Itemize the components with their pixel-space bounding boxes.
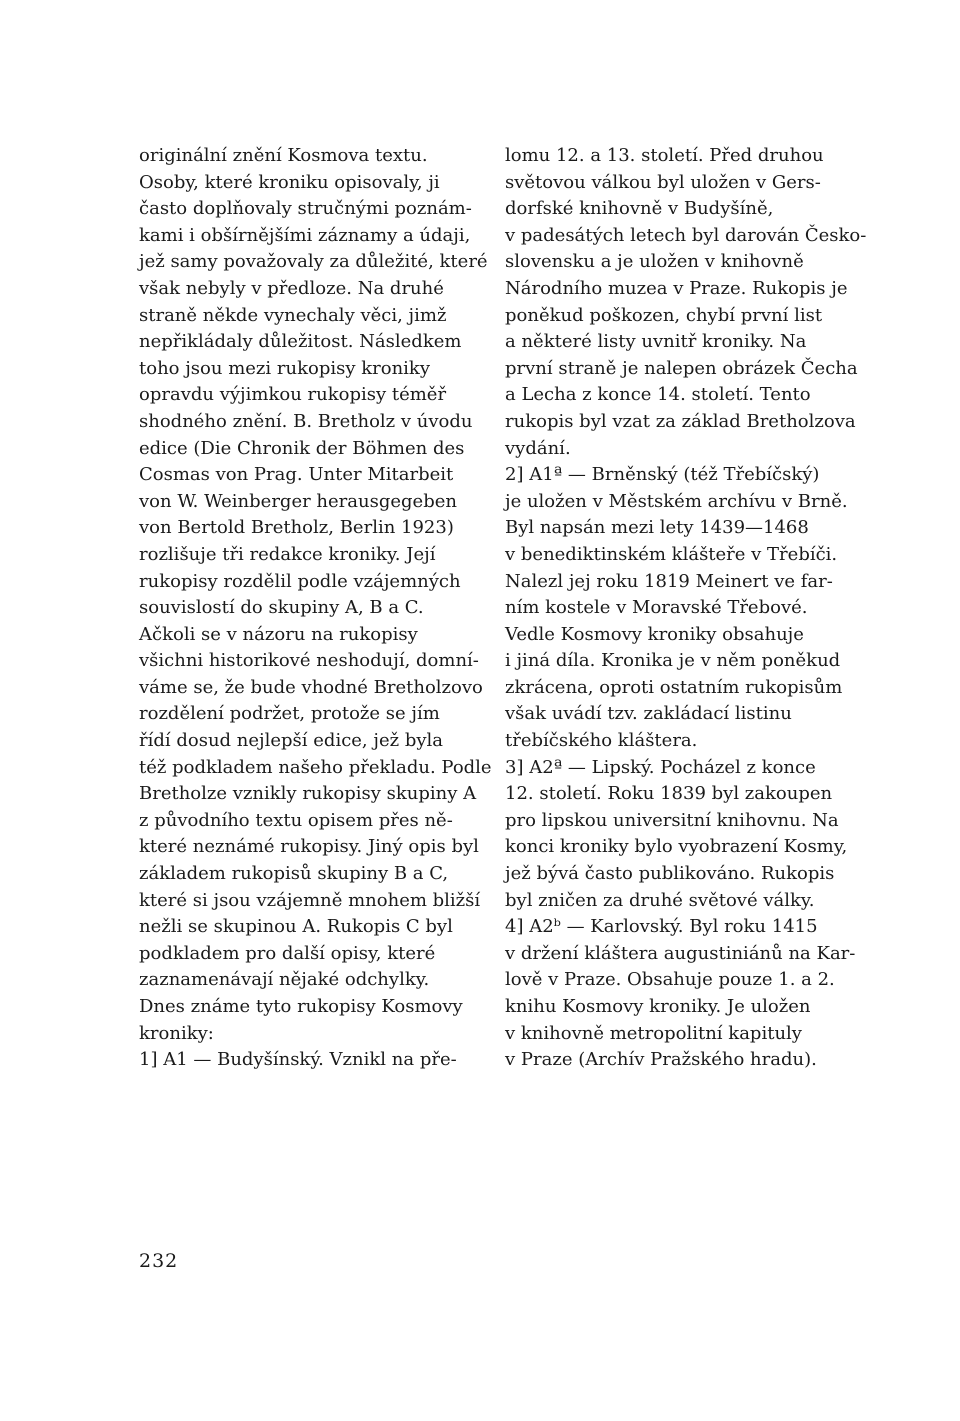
text-line: kami i obšírnějšími záznamy a údaji,: [139, 224, 471, 246]
text-line: Nalezl jej roku 1819 Meinert ve far-: [505, 570, 833, 592]
text-line: rozdělení podržet, protože se jím: [139, 703, 440, 725]
text-line: a některé listy uvnitř kroniky. Na: [505, 331, 807, 353]
text-line: které neznámé rukopisy. Jiný opis byl: [139, 836, 479, 858]
text-line: však nebyly v předloze. Na druhé: [139, 277, 444, 299]
text-line: knihu Kosmovy kroniky. Je uložen: [505, 996, 811, 1017]
text-line: Vedle Kosmovy kroniky obsahuje: [505, 623, 804, 645]
text-line: Ačkoli se v názoru na rukopisy: [139, 623, 418, 645]
text-line: v držení kláštera augustiniánů na Kar-: [505, 942, 856, 964]
text-line: základem rukopisů skupiny B a C,: [139, 863, 449, 885]
page-number: 232: [139, 1250, 179, 1272]
text-line: toho jsou mezi rukopisy kroniky: [139, 357, 430, 379]
text-line: lomu 12. a 13. století. Před druhou: [505, 145, 824, 166]
text-line: první straně je nalepen obrázek Čecha: [505, 357, 858, 379]
text-line: v knihovně metropolitní kapituly: [505, 1022, 802, 1044]
left-column: [139, 143, 492, 1074]
text-line: rukopis byl vzat za základ Bretholzova: [505, 410, 856, 432]
text-line: byl zničen za druhé světové války.: [505, 889, 815, 911]
text-line: řídí dosud nejlepší edice, jež byla: [139, 730, 443, 752]
text-line: Dnes známe tyto rukopisy Kosmovy: [139, 996, 463, 1017]
text-line: světovou válkou byl uložen v Gers-: [505, 171, 821, 193]
text-line: 3] A2ª — Lipský. Pocházel z konce: [505, 756, 816, 778]
text-line: 1] A1 — Budyšínský. Vznikl na pře-: [139, 1049, 457, 1071]
text-line: Národního muzea v Praze. Rukopis je: [505, 277, 848, 299]
text-line: slovensku a je uložen v knihovně: [505, 251, 804, 273]
text-line: i jiná díla. Kronika je v něm poněkud: [505, 650, 841, 672]
text-line: jež bývá často publikováno. Rukopis: [505, 863, 835, 885]
text-line: ním kostele v Moravské Třebové.: [505, 597, 808, 619]
text-line: též podkladem našeho překladu. Podle: [139, 756, 492, 778]
text-line: zaznamenávají nějaké odchylky.: [139, 969, 430, 991]
text-line: v Praze (Archív Pražského hradu).: [505, 1049, 817, 1071]
text-line: vydání.: [505, 437, 571, 459]
text-line: straně někde vynechaly věci, jimž: [139, 304, 447, 326]
text-line: v padesátých letech byl darován Česko-: [505, 224, 867, 246]
text-line: v benediktinském klášteře v Třebíči.: [505, 543, 838, 565]
text-line: nežli se skupinou A. Rukopis C byl: [139, 916, 453, 938]
text-line: je uložen v Městském archívu v Brně.: [505, 490, 848, 512]
text-line: originální znění Kosmova textu.: [139, 145, 428, 166]
text-line: z původního textu opisem přes ně-: [139, 809, 453, 831]
text-line: konci kroniky bylo vyobrazení Kosmy,: [505, 836, 848, 858]
text-line: opravdu výjimkou rukopisy téměř: [139, 384, 447, 406]
text-line: často doplňovaly stručnými poznám-: [139, 198, 472, 220]
text-line: 2] A1ª — Brněnský (též Třebíčský): [505, 464, 820, 486]
text-line: 12. století. Roku 1839 byl zakoupen: [505, 783, 833, 805]
text-line: Osoby, které kroniku opisovaly, ji: [139, 171, 440, 193]
text-line: však uvádí tzv. zakládací listinu: [505, 703, 792, 725]
text-line: třebíčského kláštera.: [505, 730, 698, 752]
text-line: dorfské knihovně v Budyšíně,: [505, 198, 774, 220]
text-line: edice (Die Chronik der Böhmen des: [139, 437, 465, 459]
text-line: zkrácena, oproti ostatním rukopisům: [505, 676, 843, 698]
text-line: Cosmas von Prag. Unter Mitarbeit: [139, 464, 454, 486]
text-line: váme se, že bude vhodné Bretholzovo: [139, 676, 483, 698]
text-line: Bretholze vznikly rukopisy skupiny A: [139, 783, 477, 805]
text-line: poněkud poškozen, chybí první list: [505, 304, 823, 326]
right-column: [505, 143, 867, 1074]
text-line: 4] A2ᵇ — Karlovský. Byl roku 1415: [505, 916, 818, 938]
text-line: podkladem pro další opisy, které: [139, 942, 436, 964]
text-line: které si jsou vzájemně mnohem bližší: [139, 889, 481, 911]
text-line: von Bertold Bretholz, Berlin 1923): [139, 517, 454, 539]
text-line: všichni historikové neshodují, domní-: [139, 650, 479, 672]
text-line: rukopisy rozdělil podle vzájemných: [139, 570, 461, 592]
text-line: jež samy považovaly za důležité, které: [139, 251, 488, 273]
text-line: nepřikládaly důležitost. Následkem: [139, 331, 462, 353]
text-line: kroniky:: [139, 1022, 214, 1044]
text-line: von W. Weinberger herausgegeben: [139, 490, 457, 512]
text-line: shodného znění. B. Bretholz v úvodu: [139, 410, 473, 432]
text-line: souvislostí do skupiny A, B a C.: [139, 597, 424, 619]
text-line: a Lecha z konce 14. století. Tento: [505, 384, 811, 406]
text-line: lově v Praze. Obsahuje pouze 1. a 2.: [505, 969, 835, 991]
text-line: pro lipskou universitní knihovnu. Na: [505, 809, 839, 831]
text-line: Byl napsán mezi lety 1439—1468: [505, 517, 809, 539]
text-line: rozlišuje tři redakce kroniky. Její: [139, 543, 436, 565]
